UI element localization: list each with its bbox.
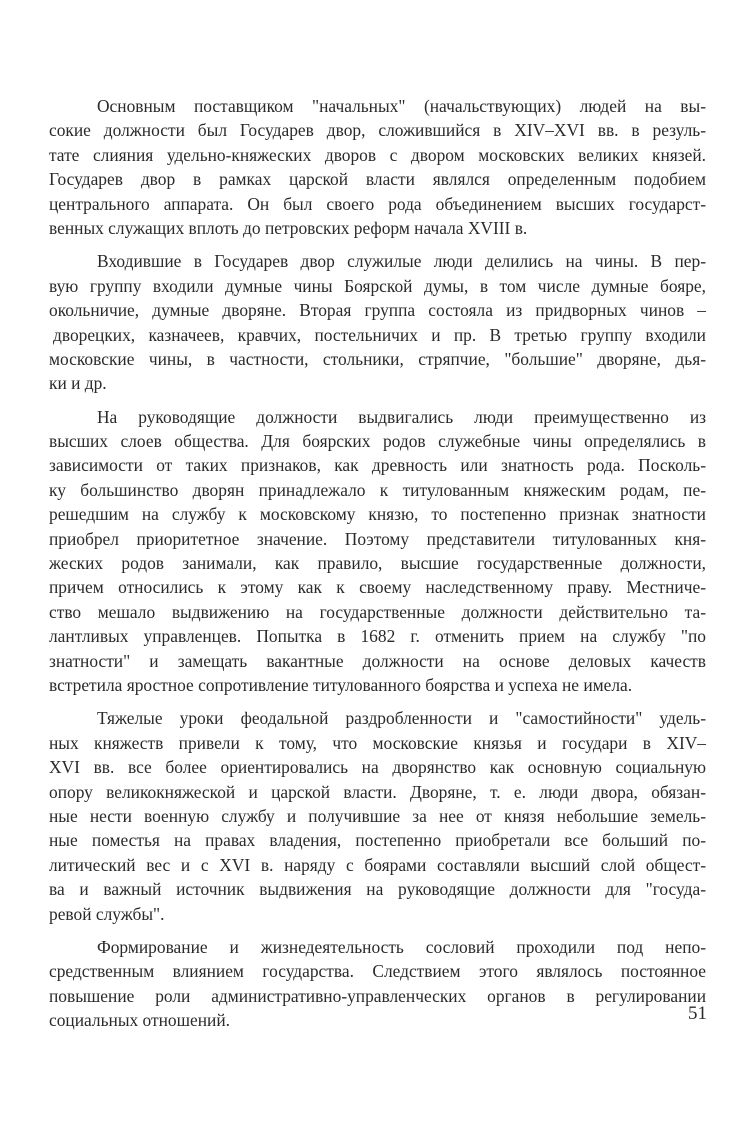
text-line: ство мешало выдвижению на государственные должности действительно та- [49, 601, 706, 622]
text-line: высших слоев общества. Для боярских родов служебные чины определялись в [49, 431, 706, 452]
text-line: ные поместья на правах владения, постепенно приобретали все больший по- [49, 830, 706, 851]
text-line: Государев двор в рамках царской власти являлся определенным подобием [49, 169, 706, 190]
text-line: вую группу входили думные чины Боярской думы, в том числе думные бояре, [49, 275, 706, 296]
text-line: зависимости от таких признаков, как древность или знатность рода. Посколь- [49, 455, 706, 476]
paragraph [49, 94, 706, 240]
text-line: окольничие, думные дворяне. Вторая группа состояла из придворных чинов – [49, 300, 706, 321]
text-line: встретила яростное сопротивление титулованного боярства и успеха не имела. [49, 674, 633, 695]
text-line: ревой службы". [49, 903, 165, 924]
paragraph [49, 405, 706, 698]
text-line: Входившие в Государев двор служилые люди делились на чины. В пер- [97, 251, 706, 272]
text-line: причем относились к этому как к своему наследственному праву. Местниче- [49, 577, 706, 598]
text-line: Тяжелые уроки феодальной раздробленности и "самостийности" удель- [97, 708, 706, 729]
body-text [49, 94, 706, 1032]
text-line: повышение роли административно-управленческих органов в регулировании [49, 985, 706, 1006]
text-line: ки и др. [49, 373, 107, 394]
paragraph [49, 706, 706, 926]
text-line: знатности" и замещать вакантные должности на основе деловых качеств [49, 650, 706, 671]
text-line: опору великокняжеской и царской власти. Дворяне, т. е. люди двора, обязан- [49, 781, 706, 802]
text-line: ные нести военную службу и получившие за нее от князя небольшие земель- [49, 805, 706, 826]
text-line: литический вес и с XVI в. наряду с боярами составляли высший слой общест- [49, 854, 706, 875]
page-number: 51 [688, 1003, 707, 1024]
text-line: решедшим на службу к московскому князю, то постепенно признак знатности [49, 504, 706, 525]
text-line: ку большинство дворян принадлежало к титулованным княжеским родам, пе- [49, 479, 706, 500]
text-line: Основным поставщиком "начальных" (начальствующих) людей на вы- [97, 96, 706, 116]
text-line: венных служащих вплоть до петровских реформ начала XVIII в. [49, 217, 528, 238]
text-line: центрального аппарата. Он был своего рода объединением высших государст- [49, 193, 706, 214]
text-line: Формирование и жизнедеятельность сословий проходили под непо- [97, 936, 706, 957]
text-line: ва и важный источник выдвижения на руководящие должности для "госуда- [49, 879, 706, 900]
paragraph [49, 249, 706, 395]
text-line: дворецких, казначеев, кравчих, постельничих и пр. В третью группу входили [53, 324, 706, 345]
text-line: приобрел приоритетное значение. Поэтому представители титулованных кня- [49, 528, 706, 549]
paragraph [49, 935, 706, 1033]
text-line: средственным влиянием государства. Следствием этого являлось постоянное [49, 961, 706, 982]
text-line: тате слияния удельно-княжеских дворов с двором московских великих князей. [49, 144, 706, 165]
text-line: московские чины, в частности, стольники, стряпчие, "большие" дворяне, дья- [49, 348, 706, 369]
text-line: сокие должности был Государев двор, сложившийся в XIV–XVI вв. в резуль- [49, 120, 706, 141]
text-line: лантливых управленцев. Попытка в 1682 г. отменить прием на службу "по [49, 626, 706, 647]
text-line: социальных отношений. [49, 1010, 230, 1031]
text-line: На руководящие должности выдвигались люди преимущественно из [97, 406, 706, 427]
text-line: ных княжеств привели к тому, что московские князья и государи в XIV– [49, 732, 706, 753]
text-line: жеских родов занимали, как правило, высшие государственные должности, [49, 553, 706, 574]
text-line: XVI вв. все более ориентировались на дворянство как основную социальную [49, 757, 706, 778]
